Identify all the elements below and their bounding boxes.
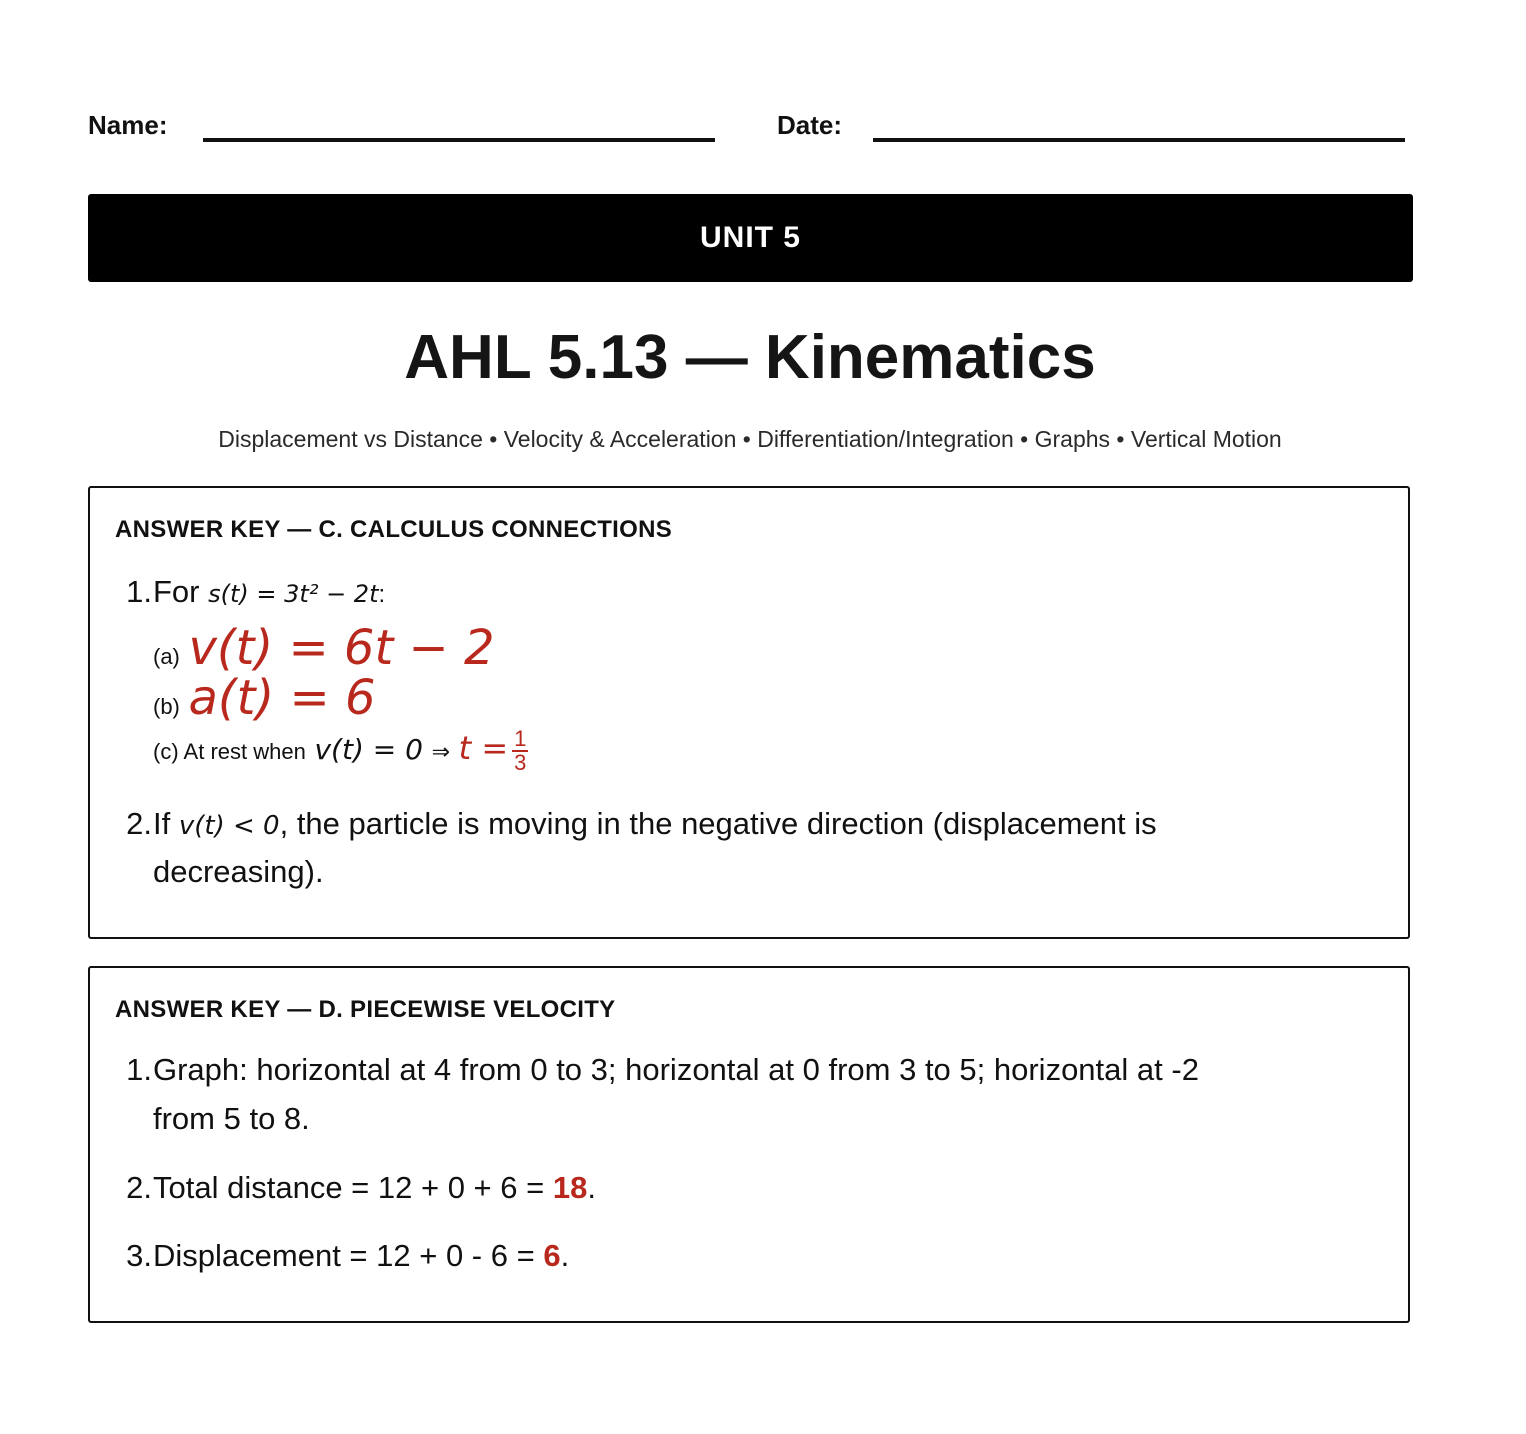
section-d-heading: ANSWER KEY — D. PIECEWISE VELOCITY [115,996,616,1023]
item-2-condition: v(t) < 0 [178,811,280,841]
item-2-line2: decreasing). [153,854,324,889]
d-item-2-answer: 18 [552,1170,588,1205]
part-a-answer: v(t) = 6t − 2 [188,620,495,676]
fraction-denominator: 3 [514,750,527,775]
d-item-3-text [153,1238,569,1274]
list-item [153,728,528,774]
name-date-row [88,108,1414,148]
d-item-3-end: . [560,1238,570,1273]
part-c-answer-var: t = [458,729,509,768]
part-c-condition: v(t) = 0 [314,733,423,767]
list-item [153,670,375,726]
section-c-heading: ANSWER KEY — C. CALCULUS CONNECTIONS [115,516,673,543]
part-b-answer: a(t) = 6 [188,670,376,726]
page-title: AHL 5.13 — Kinematics [404,323,1096,392]
part-a-label: (a) [153,644,180,669]
item-2-line1: , the particle is moving in the negative direction (displacement is [279,806,1157,841]
list-number: 3. [126,1238,152,1273]
d-item-2-text [153,1170,596,1206]
name-label: Name: [88,110,168,140]
item-1-text [153,574,385,610]
item-1-suffix: : [378,581,386,608]
date-field[interactable] [873,138,1405,142]
page-subtitle: Displacement vs Distance • Velocity & Acceleration • Differentiation/Integration • Graphs • Vertical Motion [218,426,1282,452]
d-item-3-label: Displacement = 12 + 0 - 6 = [153,1238,544,1273]
list-item [153,620,495,676]
item-1-prefix: For [153,574,200,609]
d-item-3-answer: 6 [543,1238,561,1273]
item-2-prefix: If [153,806,171,841]
item-2-text [153,806,1157,842]
list-number: 2. [126,806,152,841]
part-c-fraction [512,728,528,774]
item-1-function: s(t) = 3t² − 2t [208,580,379,608]
fraction-numerator: 1 [514,726,527,751]
part-b-label: (b) [153,694,180,719]
list-number: 2. [126,1170,152,1205]
list-number: 1. [126,574,152,609]
d-item-1-line2: from 5 to 8. [153,1101,310,1136]
unit-banner [88,194,1413,282]
name-field[interactable] [203,138,715,142]
d-item-2-end: . [587,1170,596,1205]
answer-key-c-card [88,486,1410,939]
answer-key-d-card [88,966,1410,1323]
implies-arrow: ⇒ [431,739,451,765]
date-label: Date: [777,110,843,140]
unit-banner-text: UNIT 5 [699,221,801,254]
d-item-2-label: Total distance = 12 + 0 + 6 = [153,1170,553,1205]
list-number: 1. [126,1052,152,1087]
d-item-1-line1: Graph: horizontal at 4 from 0 to 3; horizontal at 0 from 3 to 5; horizontal at -2 [153,1052,1199,1087]
part-c-label: (c) At rest when [153,739,306,765]
